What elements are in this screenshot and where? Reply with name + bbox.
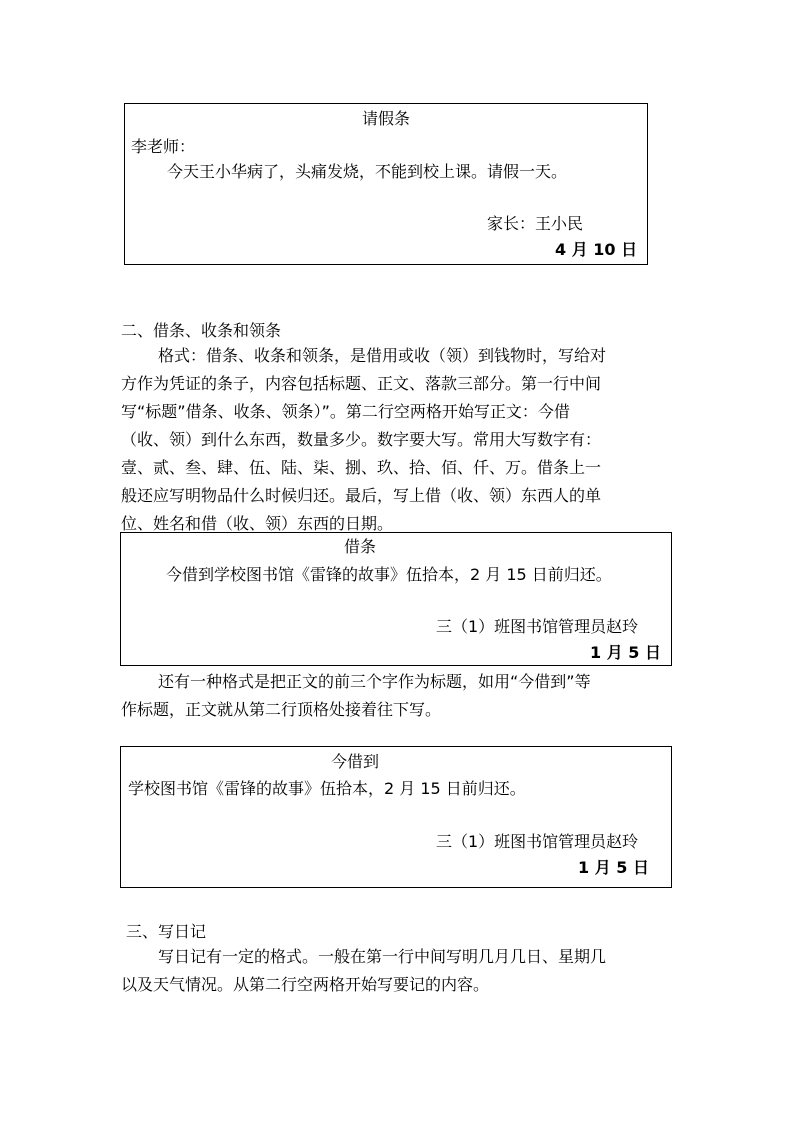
alt-format-line: 作标题，正文就从第二行顶格处接着往下写。 [121,700,442,719]
leave-note-title: 请假条 [361,109,410,128]
borrow-note-alt-date: 1 月 5 日 [578,858,649,877]
section2-line: （收、领）到什么东西，数量多少。数字要大写。常用大写数字有： [121,430,602,449]
borrow-note-alt-title: 今借到 [330,752,379,771]
borrow-note-signer: 三（1）班图书馆管理员赵玲 [436,617,639,636]
section2-paragraph [121,342,606,538]
leave-note-body: 今天王小华病了，头痛发烧，不能到校上课。请假一天。 [167,162,568,181]
section3-heading: 三、写日记 [126,922,207,941]
section2-line: 壹、贰、叁、肆、伍、陆、柒、捌、玖、拾、佰、仟、万。借条上一 [121,458,602,477]
section2-heading: 二、借条、收条和领条 [121,321,282,340]
section2-line: 格式：借条、收条和领条，是借用或收（领）到钱物时，写给对 [158,346,607,365]
borrow-note-title: 借条 [343,537,376,556]
leave-note-salutation: 李老师： [131,137,196,156]
alt-format-line: 还有一种格式是把正文的前三个字作为标题，如用“今借到”等 [158,672,591,691]
section2-line: 般还应写明物品什么时候归还。最后，写上借（收、领）东西人的单 [121,486,602,505]
leave-note-date: 4 月 10 日 [555,240,638,259]
section3-paragraph [121,943,606,999]
section3-line: 以及天气情况。从第二行空两格开始写要记的内容。 [121,975,490,994]
borrow-note-body: 今借到学校图书馆《雷锋的故事》伍拾本，2 月 15 日前归还。 [166,565,612,584]
section2-line: 方作为凭证的条子，内容包括标题、正文、落款三部分。第一行中间 [121,374,602,393]
section2-line: 写“标题”借条、收条、领条）”。第二行空两格开始写正文：今借 [121,402,570,421]
leave-note-signer: 家长：王小民 [487,214,584,233]
section2-line: 位、姓名和借（收、领）东西的日期。 [121,514,394,533]
alt-format-paragraph [121,668,591,724]
borrow-note-alt-signer: 三（1）班图书馆管理员赵玲 [436,832,639,851]
borrow-note-date: 1 月 5 日 [590,643,661,662]
section3-line: 写日记有一定的格式。一般在第一行中间写明几月几日、星期几 [158,947,607,966]
borrow-note-alt-body: 学校图书馆《雷锋的故事》伍拾本，2 月 15 日前归还。 [128,779,526,798]
